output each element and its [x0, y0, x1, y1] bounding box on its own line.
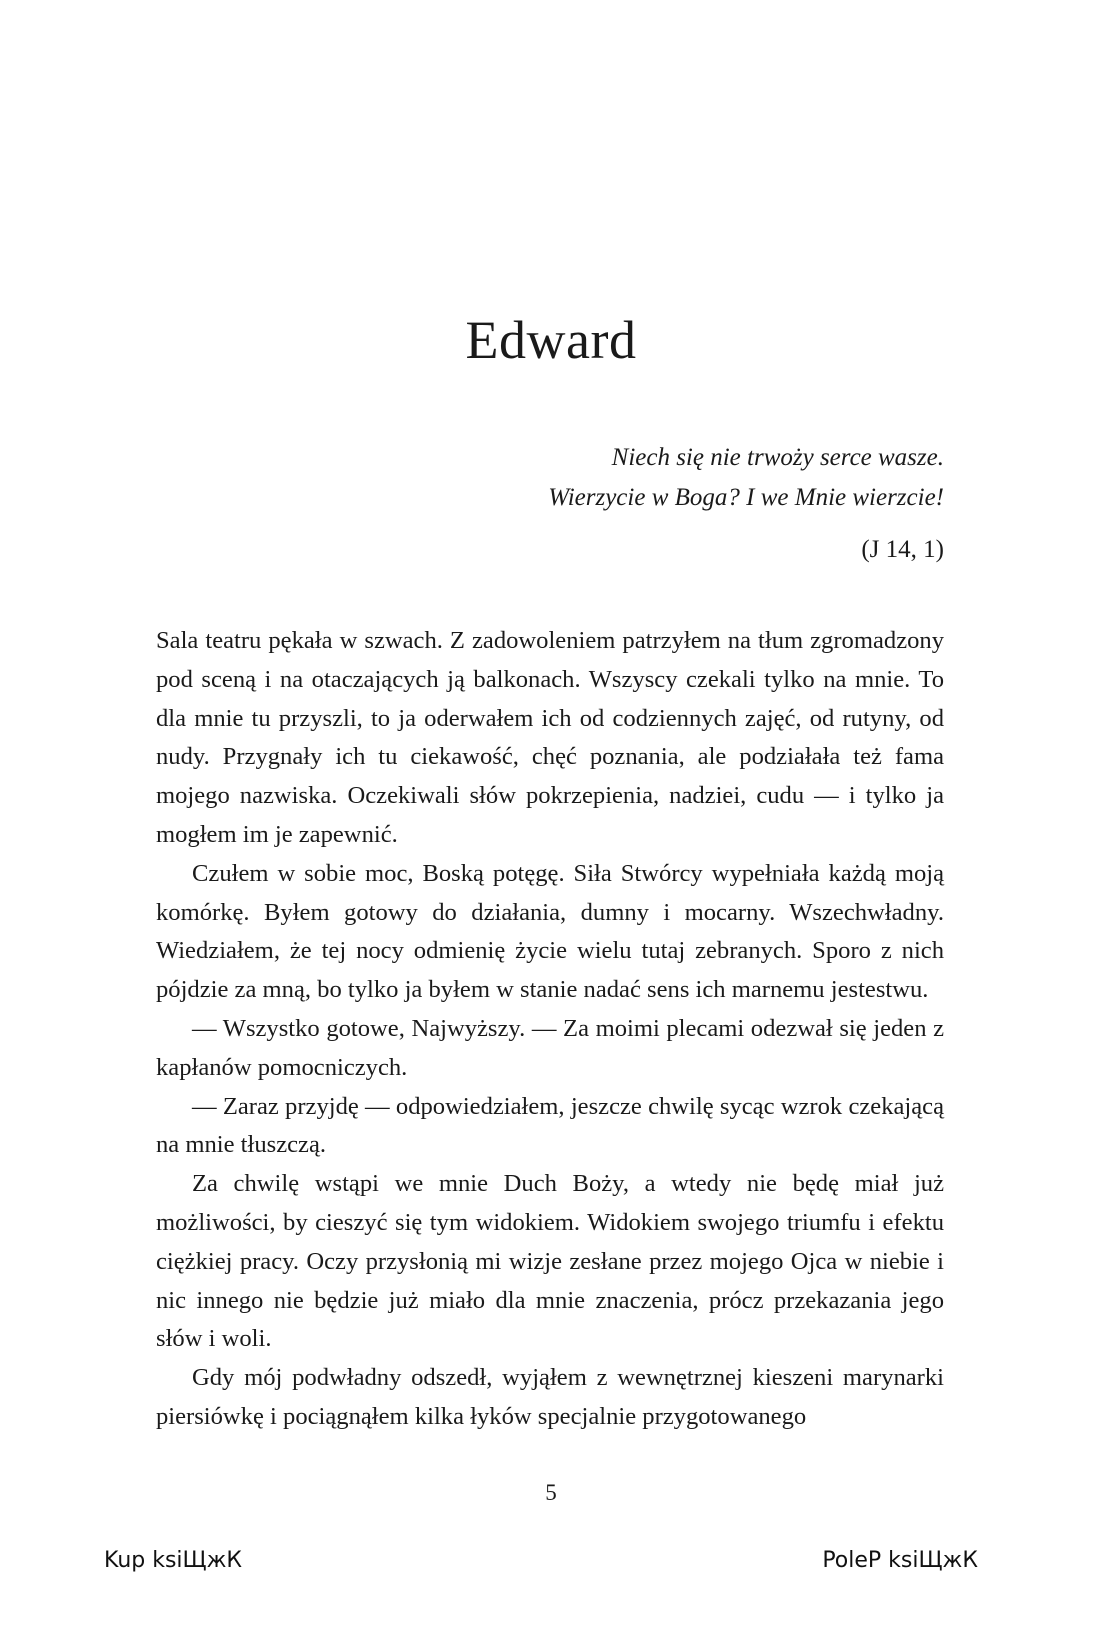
paragraph: Za chwilę wstąpi we mnie Duch Boży, a wtedy nie będę miał już możliwości, by cieszyć się tym widokiem. Widokiem swojego triumfu i efektu ciężkiej pracy. Oczy przysłonią mi wizje zesłane przez mojego Ojca w niebie i nic innego nie będzie już miało dla mnie znaczenia, prócz przekazania jego słów i woli.	[156, 1170, 944, 1353]
epigraph-reference: (J 14, 1)	[861, 536, 944, 563]
page-number: 5	[545, 1480, 557, 1505]
paragraph: Sala teatru pękała w szwach. Z zadowoleniem patrzyłem na tłum zgromadzony pod sceną i na otaczających ją balkonach. Wszyscy czekali tylko na mnie. To dla mnie tu przyszli, to ja oderwałem ich od codziennych zajęć, od rutyny, od nudy. Przygnały ich tu ciekawość, chęć poznania, ale podziałała też fama mojego nazwiska. Oczekiwali słów pokrzepienia, nadziei, cudu — i tylko ja mogłem im je zapewnić.	[156, 627, 944, 848]
epigraph	[420, 438, 944, 570]
paragraph: — Wszystko gotowe, Najwyższy. — Za moimi plecami odezwał się jeden z kapłanów pomocniczych.	[156, 1014, 944, 1081]
recommend-book-link[interactable]: PoleP ksiЩжК	[822, 1548, 978, 1573]
buy-book-link[interactable]: Kup ksiЩжК	[104, 1548, 243, 1573]
chapter-title: Edward	[465, 310, 637, 370]
paragraph: Czułem w sobie moc, Boską potęgę. Siła Stwórcy wypełniała każdą moją komórkę. Byłem gotowy do działania, dumny i mocarny. Wszechwładny. Wiedziałem, że tej nocy odmienię życie wielu tutaj zebranych. Sporo z nich pójdzie za mną, bo tylko ja byłem w stanie nadać sens ich marnemu jestestwu.	[156, 859, 944, 1004]
paragraph: Gdy mój podwładny odszedł, wyjąłem z wewnętrznej kieszeni marynarki piersiówkę i pociągnąłem kilka łyków specjalnie przygotowanego	[156, 1364, 944, 1430]
epigraph-line: Wierzycie w Boga? I we Mnie wierzcie!	[548, 484, 944, 511]
body-text	[156, 622, 944, 1437]
epigraph-line: Niech się nie trwoży serce wasze.	[611, 444, 944, 471]
paragraph: — Zaraz przyjdę — odpowiedziałem, jeszcze chwilę sycąc wzrok czekającą na mnie tłuszczą.	[156, 1092, 944, 1159]
